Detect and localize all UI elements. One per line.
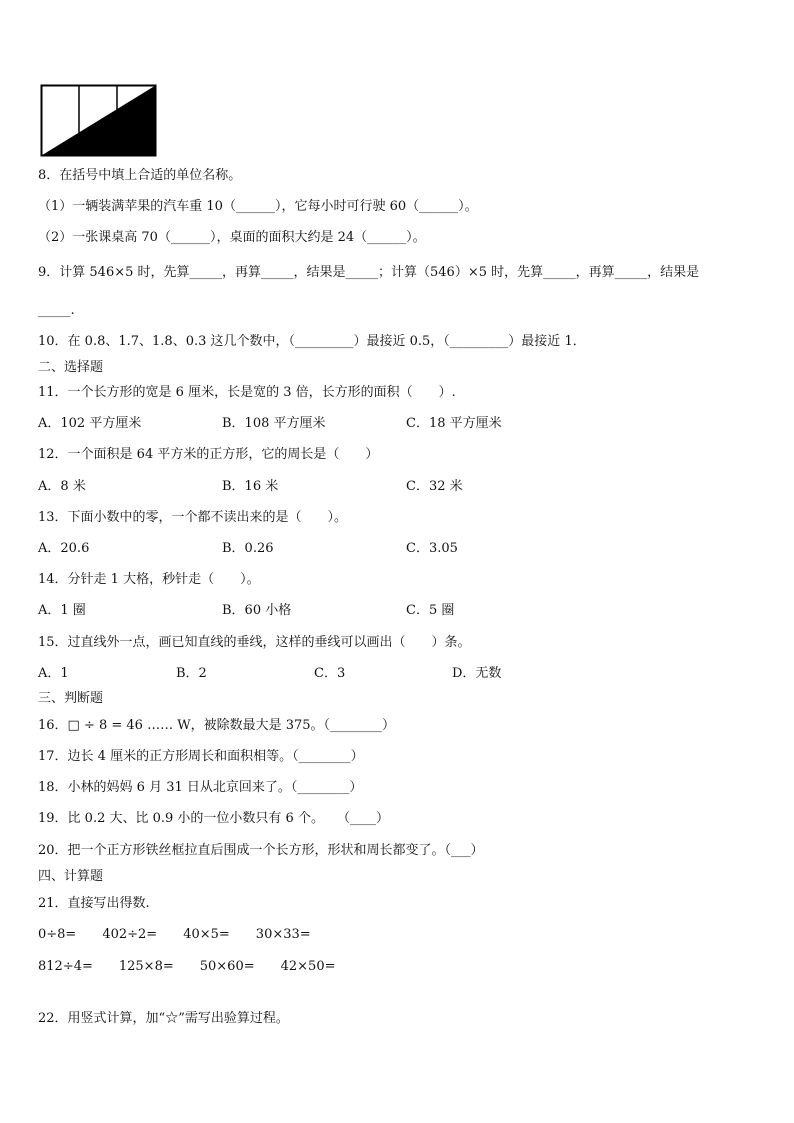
- q8-stem: 8．在括号中填上合适的单位名称。: [38, 168, 242, 183]
- q15-option-c: C．3: [314, 666, 346, 681]
- q14-option-a: A．1 圈: [38, 603, 86, 618]
- q17: 17．边长 4 厘米的正方形周长和面积相等。（________）: [38, 749, 364, 764]
- q21-stem: 21．直接写出得数.: [38, 896, 150, 911]
- q11-option-c: C．18 平方厘米: [406, 416, 502, 431]
- q10: 10．在 0.8、1.7、1.8、0.3 这几个数中，（_________）最接近 0.5，（_________）最接近 1．: [38, 334, 586, 349]
- section-judgement: 三、判断题: [38, 691, 104, 706]
- q12-stem: 12．一个面积是 64 平方米的正方形，它的周长是（ ）: [38, 447, 379, 462]
- q12-option-b: B．16 米: [222, 479, 279, 494]
- section-calculation: 四、计算题: [38, 869, 104, 884]
- q19: 19．比 0.2 大、比 0.9 小的一位小数只有 6 个。 （____）: [38, 811, 389, 826]
- q20: 20．把一个正方形铁丝框拉直后围成一个长方形，形状和周长都变了。（___）: [38, 843, 484, 858]
- q11-stem: 11．一个长方形的宽是 6 厘米，长是宽的 3 倍，长方形的面积（ ）.: [38, 385, 456, 400]
- q12-option-a: A．8 米: [38, 479, 86, 494]
- q15-stem: 15．过直线外一点，画已知直线的垂线，这样的垂线可以画出（ ）条。: [38, 635, 471, 650]
- q14-option-b: B．60 小格: [222, 603, 292, 618]
- q13-option-c: C．3.05: [406, 541, 458, 556]
- q11-option-a: A．102 平方厘米: [38, 416, 142, 431]
- q15-option-d: D．无数: [452, 666, 502, 681]
- q13-stem: 13．下面小数中的零，一个都不读出来的是（ ）。: [38, 510, 348, 525]
- q11-option-b: B．108 平方厘米: [222, 416, 326, 431]
- q9-line2: _____.: [38, 303, 75, 318]
- q18: 18．小林的妈妈 6 月 31 日从北京回来了。（________）: [38, 780, 363, 795]
- shaded-triangle: [42, 86, 156, 156]
- q12-option-c: C．32 米: [406, 479, 463, 494]
- section-choice: 二、选择题: [38, 360, 104, 375]
- q13-option-a: A．20.6: [38, 541, 90, 556]
- q8-part2: （2）一张课桌高 70（______），桌面的面积大约是 24（______）。: [38, 230, 426, 245]
- q21-row2: 812÷4= 125×8= 50×60= 42×50=: [38, 959, 336, 974]
- q22: 22．用竖式计算，加“☆”需写出验算过程。: [38, 1011, 289, 1026]
- divided-rectangle-figure: [40, 84, 158, 158]
- q14-option-c: C．5 圈: [406, 603, 455, 618]
- q13-option-b: B．0.26: [222, 541, 274, 556]
- q16: 16．□ ÷ 8 = 46 …… W，被除数最大是 375。（________）: [38, 718, 396, 733]
- q15-option-a: A．1: [38, 666, 69, 681]
- q15-option-b: B．2: [176, 666, 207, 681]
- q8-part1: （1）一辆装满苹果的汽车重 10（______），它每小时可行驶 60（______）。: [38, 199, 478, 214]
- q21-row1: 0÷8= 402÷2= 40×5= 30×33=: [38, 927, 311, 942]
- q9-line1: 9．计算 546×5 时，先算_____，再算_____，结果是_____；计算（546）×5 时，先算_____，再算_____，结果是: [38, 265, 700, 280]
- q14-stem: 14．分针走 1 大格，秒针走（ ）。: [38, 572, 260, 587]
